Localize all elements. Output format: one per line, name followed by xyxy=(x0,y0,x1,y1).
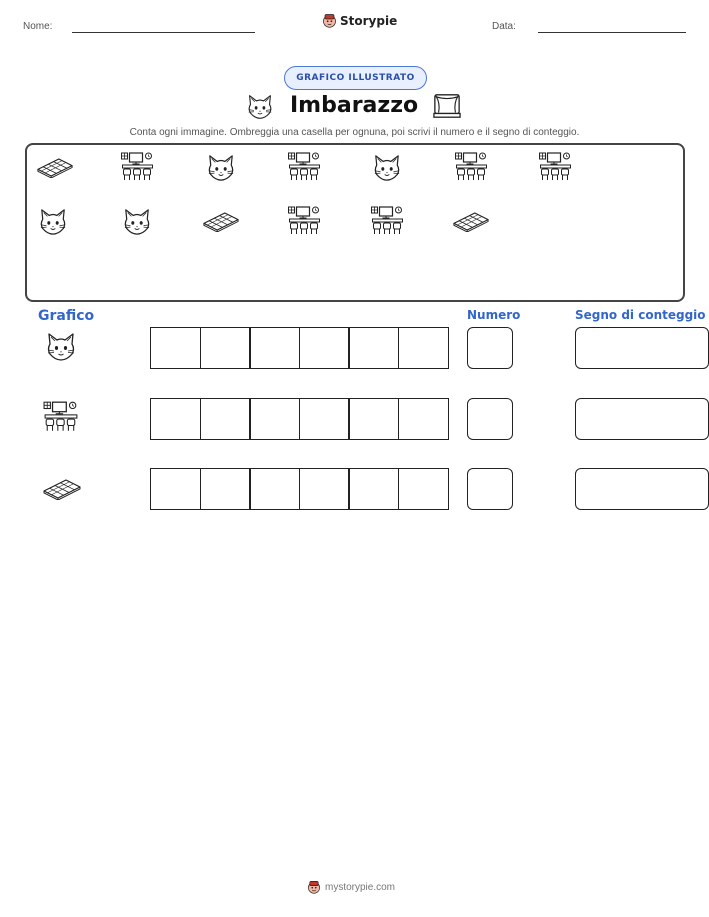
classroom-icon xyxy=(43,401,79,433)
shade-cell[interactable] xyxy=(249,327,300,369)
date-line[interactable] xyxy=(538,32,686,33)
shade-cell[interactable] xyxy=(200,468,251,510)
cat-icon xyxy=(372,154,402,182)
number-heading: Numero xyxy=(467,308,521,322)
shade-cell[interactable] xyxy=(299,327,350,369)
page-title: Imbarazzo xyxy=(290,93,419,118)
classroom-icon xyxy=(454,152,489,182)
floor-icon xyxy=(452,211,490,232)
classroom-icon xyxy=(120,152,155,182)
tally-box[interactable] xyxy=(575,327,709,369)
shade-cell[interactable] xyxy=(398,327,449,369)
graph-row-cat xyxy=(150,327,449,369)
number-box[interactable] xyxy=(467,398,513,440)
cat-icon xyxy=(122,208,152,236)
name-line[interactable] xyxy=(72,32,255,33)
shade-cell[interactable] xyxy=(200,398,251,440)
shade-cell[interactable] xyxy=(249,468,300,510)
tally-box[interactable] xyxy=(575,468,709,510)
shade-cell[interactable] xyxy=(150,468,201,510)
graph-heading: Grafico xyxy=(38,308,95,324)
cat-icon xyxy=(38,208,68,236)
floor-icon xyxy=(202,211,240,232)
stage-icon xyxy=(433,92,461,120)
cat-icon xyxy=(45,332,77,362)
cat-icon xyxy=(206,154,236,182)
tally-box[interactable] xyxy=(575,398,709,440)
shade-cell[interactable] xyxy=(249,398,300,440)
floor-icon xyxy=(36,157,74,178)
shade-cell[interactable] xyxy=(200,327,251,369)
shade-cell[interactable] xyxy=(299,468,350,510)
shade-cell[interactable] xyxy=(150,327,201,369)
name-label: Nome: xyxy=(23,21,53,32)
worksheet-type-badge: GRAFICO ILLUSTRATO xyxy=(284,66,427,90)
tally-heading: Segno di conteggio xyxy=(575,308,706,322)
shade-cell[interactable] xyxy=(398,398,449,440)
shade-cell[interactable] xyxy=(398,468,449,510)
classroom-icon xyxy=(538,152,573,182)
floor-icon xyxy=(42,478,82,500)
shade-cell[interactable] xyxy=(299,398,350,440)
shade-cell[interactable] xyxy=(348,468,399,510)
cat-icon xyxy=(246,94,274,120)
date-label: Data: xyxy=(492,21,516,32)
shade-cell[interactable] xyxy=(348,398,399,440)
shade-cell[interactable] xyxy=(150,398,201,440)
storypie-logo-icon xyxy=(322,13,337,28)
number-box[interactable] xyxy=(467,327,513,369)
brand-logo xyxy=(322,13,397,28)
graph-row-floor xyxy=(150,468,449,510)
classroom-icon xyxy=(287,152,322,182)
footer-url[interactable]: mystorypie.com xyxy=(325,881,396,893)
shade-cell[interactable] xyxy=(348,327,399,369)
brand-name: Storypie xyxy=(340,13,398,28)
classroom-icon xyxy=(370,206,405,236)
footer xyxy=(307,880,395,894)
storypie-logo-icon xyxy=(307,880,321,894)
graph-row-classroom xyxy=(150,398,449,440)
instructions: Conta ogni immagine. Ombreggia una casella per ognuna, poi scrivi il numero e il segno di conteggio. xyxy=(129,127,580,138)
classroom-icon xyxy=(287,206,322,236)
number-box[interactable] xyxy=(467,468,513,510)
